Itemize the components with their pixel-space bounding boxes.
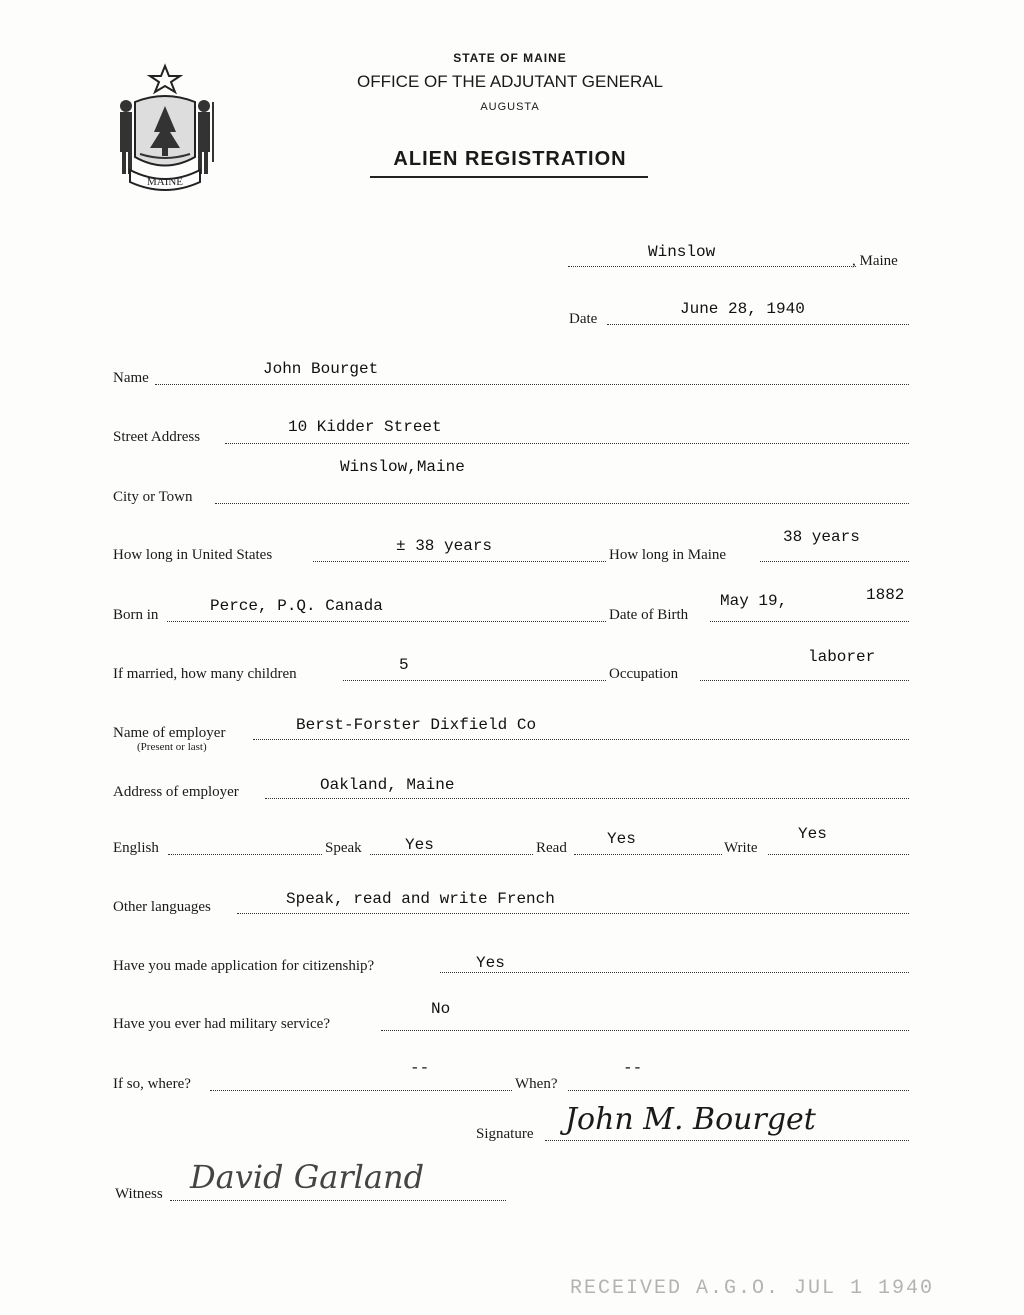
- employer-label: Name of employer: [113, 725, 226, 741]
- english-label: English: [113, 840, 159, 856]
- english-line: [168, 854, 322, 855]
- maine-seal-icon: [110, 62, 220, 192]
- where-label: If so, where?: [113, 1076, 191, 1092]
- street-line: [225, 443, 909, 444]
- dob-month-day: May 19,: [720, 592, 788, 610]
- other-languages-value: Speak, read and write French: [286, 890, 555, 908]
- dob-line: [710, 621, 909, 622]
- employer-sublabel: (Present or last): [137, 741, 207, 753]
- military-line: [381, 1030, 909, 1031]
- header-city: AUGUSTA: [480, 101, 540, 113]
- other-languages-line: [237, 913, 909, 914]
- speak-line: [370, 854, 533, 855]
- form-title: ALIEN REGISTRATION: [393, 148, 627, 170]
- born-line: [167, 621, 606, 622]
- city-label: City or Town: [113, 489, 193, 505]
- place-value: Winslow: [648, 243, 716, 261]
- name-label: Name: [113, 370, 149, 386]
- employer-address-line: [265, 798, 909, 799]
- employer-line: [253, 739, 909, 740]
- seal-banner-text: MAINE: [146, 176, 184, 188]
- date-line: [607, 324, 909, 325]
- street-value: 10 Kidder Street: [288, 418, 442, 436]
- header-state: STATE OF MAINE: [453, 51, 567, 65]
- witness-label: Witness: [115, 1186, 163, 1202]
- citizenship-line: [440, 972, 909, 973]
- occupation-value: laborer: [808, 648, 876, 666]
- city-value: Winslow,Maine: [340, 458, 465, 476]
- military-value: No: [431, 1000, 451, 1018]
- speak-label: Speak: [325, 840, 362, 856]
- us-line: [313, 561, 606, 562]
- read-line: [574, 854, 722, 855]
- signature-line: [545, 1140, 909, 1141]
- read-value: Yes: [607, 830, 636, 848]
- maine-line: [760, 561, 909, 562]
- when-value: --: [623, 1059, 643, 1077]
- born-value: Perce, P.Q. Canada: [210, 597, 383, 615]
- write-label: Write: [724, 840, 758, 856]
- header-office: OFFICE OF THE ADJUTANT GENERAL: [356, 72, 664, 91]
- dob-label: Date of Birth: [609, 607, 689, 623]
- children-label: If married, how many children: [113, 666, 297, 682]
- write-line: [768, 854, 909, 855]
- maine-label: How long in Maine: [609, 547, 727, 563]
- speak-value: Yes: [405, 836, 434, 854]
- children-value: 5: [399, 656, 409, 674]
- employer-address-value: Oakland, Maine: [320, 776, 455, 794]
- name-value: John Bourget: [263, 360, 379, 378]
- us-label: How long in United States: [113, 547, 273, 563]
- when-line: [568, 1090, 909, 1091]
- maine-value: 38 years: [783, 528, 860, 546]
- dob-year: 1882: [866, 586, 905, 604]
- place-suffix: , Maine: [852, 253, 898, 269]
- occupation-line: [700, 680, 909, 681]
- signature-label: Signature: [476, 1126, 534, 1142]
- name-line: [155, 384, 909, 385]
- witness-value: David Garland: [190, 1158, 425, 1196]
- children-line: [343, 680, 606, 681]
- born-label: Born in: [113, 607, 159, 623]
- employer-value: Berst-Forster Dixfield Co: [296, 716, 537, 734]
- signature-value: John M. Bourget: [565, 1102, 816, 1137]
- witness-line: [170, 1200, 506, 1201]
- read-label: Read: [536, 840, 567, 856]
- date-value: June 28, 1940: [680, 300, 805, 318]
- title-underline: [370, 176, 648, 178]
- city-line: [215, 503, 909, 504]
- place-line: [568, 266, 856, 267]
- occupation-label: Occupation: [609, 666, 679, 682]
- other-languages-label: Other languages: [113, 899, 211, 915]
- citizenship-label: Have you made application for citizenship?: [113, 958, 375, 974]
- military-label: Have you ever had military service?: [113, 1016, 330, 1032]
- date-label: Date: [569, 311, 598, 327]
- when-label: When?: [515, 1076, 558, 1092]
- where-value: --: [410, 1059, 430, 1077]
- received-stamp: RECEIVED A.G.O. JUL 1 1940: [570, 1277, 935, 1300]
- us-value: ± 38 years: [396, 537, 493, 555]
- street-label: Street Address: [113, 429, 201, 445]
- employer-address-label: Address of employer: [113, 784, 239, 800]
- write-value: Yes: [798, 825, 827, 843]
- where-line: [210, 1090, 512, 1091]
- citizenship-value: Yes: [476, 954, 505, 972]
